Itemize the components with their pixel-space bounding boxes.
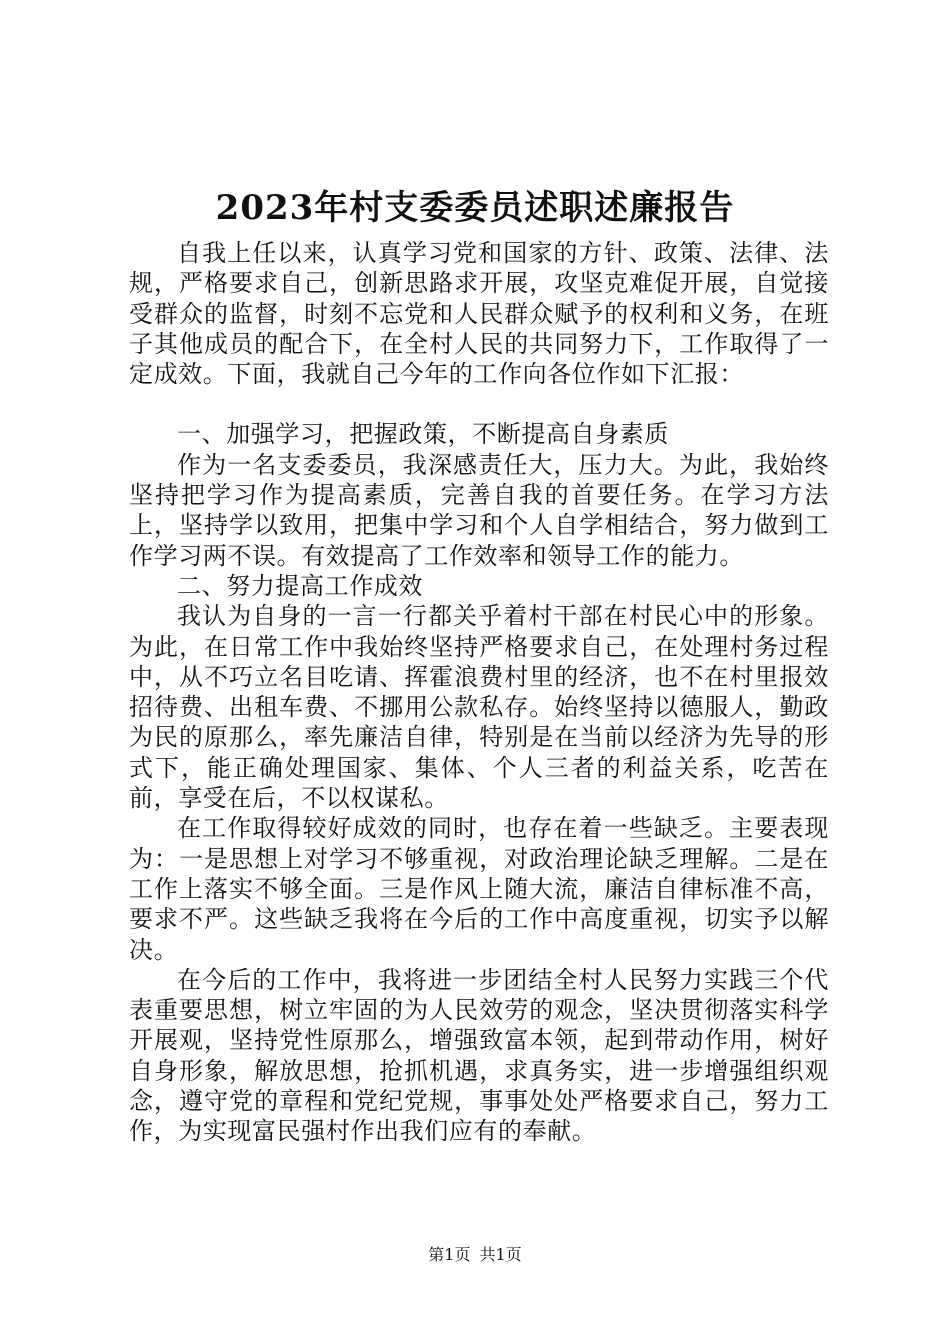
document-body	[129, 238, 829, 1147]
section-heading-2: 二、努力提高工作成效	[177, 571, 423, 600]
page-footer	[0, 1244, 950, 1266]
page-number: 第1页	[428, 1245, 471, 1264]
future-plans-paragraph: 在今后的工作中，我将进一步团结全村人民努力实践三个代表重要思想，树立牢固的为人民效劳的观念，坚决贯彻落实科学开展观，坚持党性原那么，增强致富本领，起到带动作用，树好自身形象，解放思想，抢抓机遇，求真务实，进一步增强组织观念，遵守党的章程和党纪党规，事事处处严格要求自己，努力工作，为实现富民强村作出我们应有的奉献。	[129, 965, 829, 1146]
section-paragraph-2: 我认为自身的一言一行都关乎着村干部在村民心中的形象。为此，在日常工作中我始终坚持严格要求自己，在处理村务过程中，从不巧立名目吃请、挥霍浪费村里的经济，也不在村里报效招待费、出租车费、不挪用公款私存。始终坚持以德服人，勤政为民的原那么，率先廉洁自律，特别是在当前以经济为先导的形式下，能正确处理国家、集体、个人三者的利益关系，吃苦在前，享受在后，不以权谋私。	[129, 602, 829, 813]
intro-paragraph: 自我上任以来，认真学习党和国家的方针、政策、法律、法规，严格要求自己，创新思路求开展，攻坚克难促开展，自觉接受群众的监督，时刻不忘党和人民群众赋予的权利和义务，在班子其他成员的配合下，在全村人民的共同努力下，工作取得了一定成效。下面，我就自己今年的工作向各位作如下汇报：	[129, 239, 829, 389]
section-heading-1: 一、加强学习，把握政策，不断提高自身素质	[177, 420, 669, 449]
section-paragraph-1: 作为一名支委委员，我深感责任大，压力大。为此，我始终坚持把学习作为提高素质，完善自我的首要任务。在学习方法上，坚持学以致用，把集中学习和个人自学相结合，努力做到工作学习两不误。有效提高了工作效率和领导工作的能力。	[129, 450, 829, 570]
page-total: 共1页	[479, 1245, 522, 1264]
shortcomings-paragraph: 在工作取得较好成效的同时，也存在着一些缺乏。主要表现为：一是思想上对学习不够重视，对政治理论缺乏理解。二是在工作上落实不够全面。三是作风上随大流，廉洁自律标准不高，要求不严。这些缺乏我将在今后的工作中高度重视，切实予以解决。	[129, 814, 829, 964]
page-title: 2023年村支委委员述职述廉报告	[215, 188, 735, 228]
